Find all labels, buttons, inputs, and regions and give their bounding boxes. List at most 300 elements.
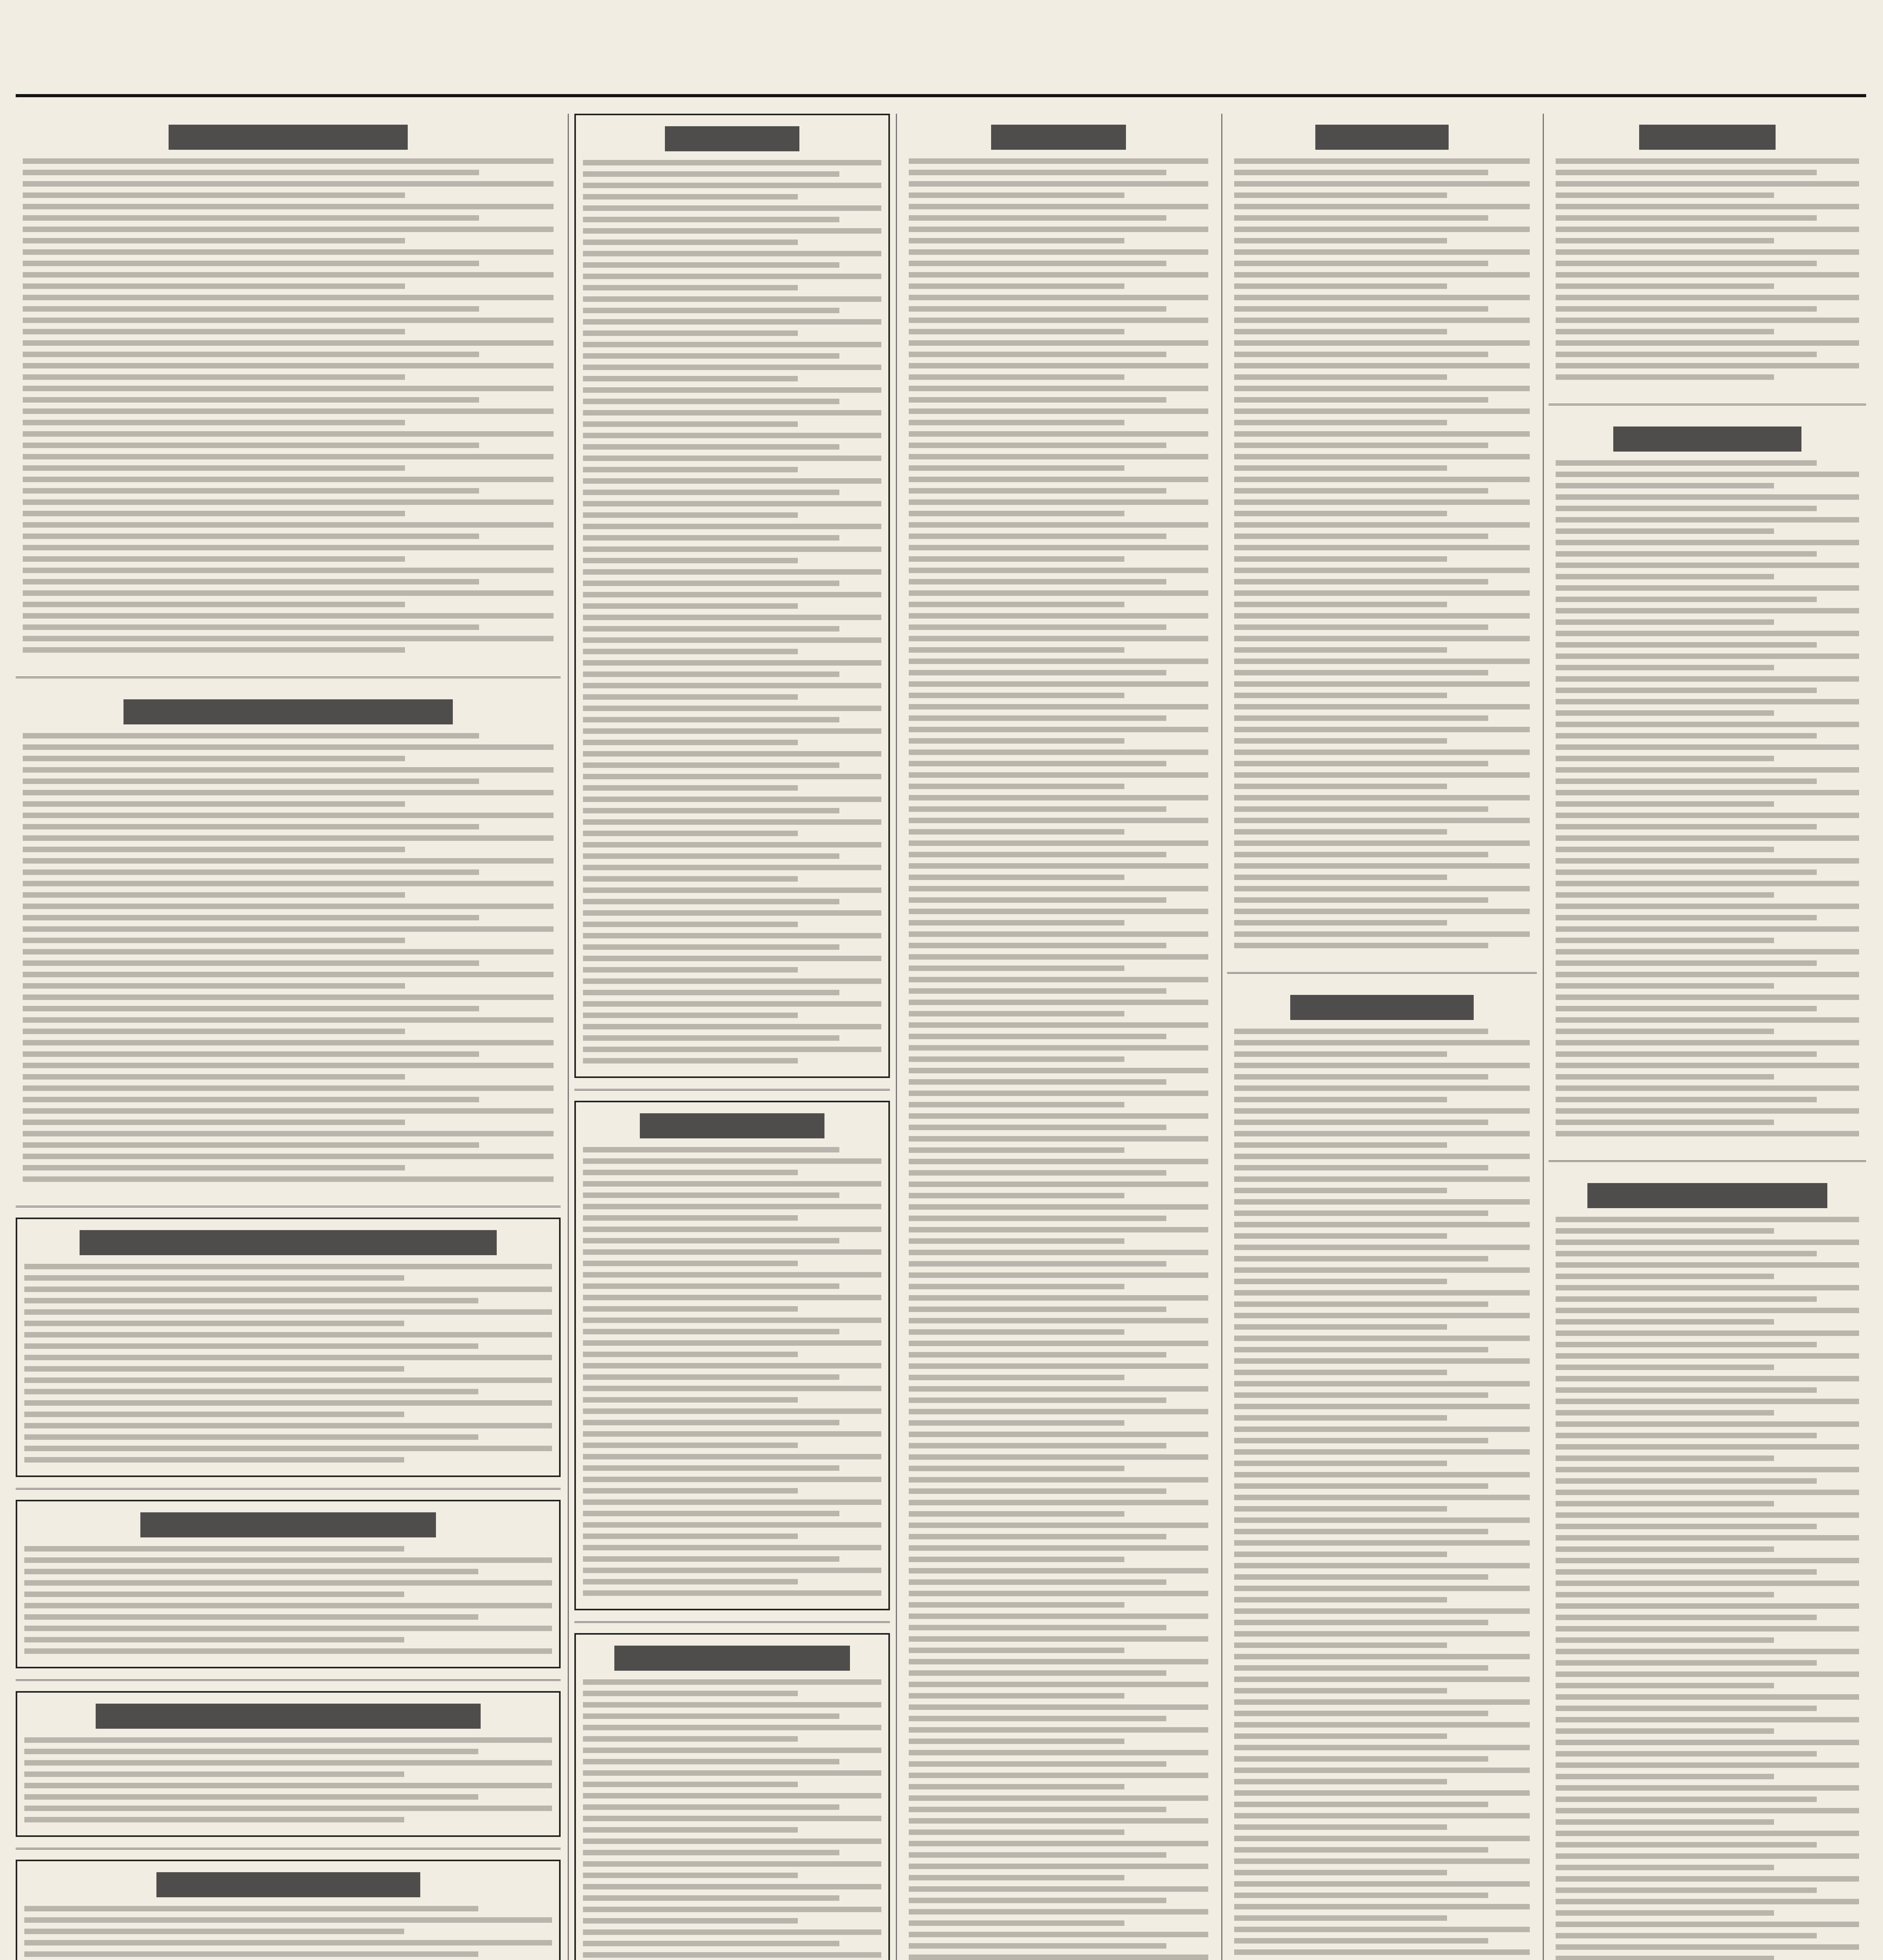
text-line-placeholder [1234,1165,1488,1171]
text-line-placeholder [1556,1603,1859,1609]
text-line-placeholder [24,1783,552,1788]
text-line-placeholder [1234,579,1488,584]
text-line-placeholder [909,454,1208,459]
text-line-placeholder [1234,204,1530,209]
text-line-placeholder [1556,904,1859,909]
text-line-placeholder [1234,1722,1530,1728]
text-line-placeholder [1556,653,1859,659]
text-line-placeholder [1234,772,1530,778]
column-rule [896,114,897,1960]
text-line-placeholder [1234,249,1530,255]
text-line-placeholder [583,626,839,632]
text-line-placeholder [1234,386,1530,391]
text-line-placeholder [1556,1762,1859,1768]
section-divider [1549,1160,1866,1162]
text-line-placeholder [1234,1677,1530,1682]
text-line-placeholder [23,801,405,807]
text-line-placeholder [909,1545,1208,1551]
text-line-placeholder [24,1817,404,1822]
heading-placeholder [665,126,799,151]
text-line-placeholder [583,1431,881,1437]
text-line-placeholder [1556,1592,1774,1597]
text-line-placeholder [909,1261,1166,1267]
text-line-placeholder [1556,1922,1859,1927]
text-line-placeholder [1234,1188,1447,1193]
text-line-placeholder [583,978,881,984]
text-line-placeholder [1556,1131,1859,1136]
text-line-placeholder [1556,1319,1774,1325]
text-line-placeholder [583,694,798,700]
text-line-placeholder [1234,1449,1530,1455]
text-line-placeholder [583,1283,839,1289]
advertisement-block [16,1218,561,1477]
text-line-placeholder [1556,1063,1859,1068]
text-line-placeholder [909,1091,1208,1096]
text-line-placeholder [583,1941,839,1946]
text-line-placeholder [1556,869,1817,875]
text-line-placeholder [1234,1040,1530,1045]
text-line-placeholder [24,1321,404,1326]
text-line-placeholder [583,1590,881,1596]
text-line-placeholder [23,744,554,750]
text-line-placeholder [23,227,554,232]
text-line-placeholder [583,1713,839,1719]
text-line-placeholder [1234,283,1447,289]
text-line-placeholder [909,1818,1208,1824]
text-line-placeholder [1234,1392,1488,1398]
text-line-placeholder [583,1759,839,1764]
text-line-placeholder [583,478,881,484]
text-line-placeholder [583,296,881,302]
text-line-placeholder [583,887,881,893]
text-line-placeholder [583,501,881,506]
text-line-placeholder [24,1614,478,1620]
text-line-placeholder [909,1477,1208,1483]
text-line-placeholder [583,751,881,757]
text-line-placeholder [1234,1120,1488,1125]
section-divider [16,1488,561,1490]
text-line-placeholder [909,863,1208,869]
text-line-placeholder [23,397,479,403]
text-line-placeholder [583,831,798,836]
text-line-placeholder [1234,761,1488,766]
text-line-placeholder [23,443,479,448]
text-line-placeholder [1234,1893,1488,1898]
text-line-placeholder [909,852,1166,857]
text-line-placeholder [909,420,1124,425]
text-line-placeholder [909,1534,1166,1539]
heading-placeholder [140,1512,436,1537]
text-line-placeholder [909,1670,1166,1676]
text-line-placeholder [909,1750,1208,1755]
text-line-placeholder [583,819,881,825]
text-line-placeholder [1556,574,1774,579]
text-line-placeholder [23,1142,479,1148]
text-line-placeholder [1556,1399,1859,1404]
text-line-placeholder [583,1895,839,1901]
text-line-placeholder [23,858,554,864]
text-line-placeholder [583,1047,881,1052]
text-line-placeholder [909,272,1208,278]
text-line-placeholder [1234,227,1530,232]
text-line-placeholder [583,1736,798,1742]
text-line-placeholder [583,365,881,370]
text-line-placeholder [583,1804,839,1810]
text-line-placeholder [909,363,1208,368]
text-line-placeholder [24,1794,478,1800]
text-line-placeholder [1234,943,1488,948]
text-line-placeholder [1234,238,1447,243]
text-line-placeholder [24,1760,552,1766]
text-line-placeholder [24,1298,478,1303]
text-line-placeholder [1234,1370,1447,1375]
text-line-placeholder [583,1001,881,1007]
text-line-placeholder [909,1932,1208,1937]
text-line-placeholder [1234,1574,1488,1580]
text-line-placeholder [1234,511,1447,516]
section-divider [1549,404,1866,405]
text-line-placeholder [909,1011,1124,1016]
text-line-placeholder [909,1898,1166,1903]
text-line-placeholder [1234,431,1530,437]
text-line-placeholder [1234,1552,1447,1557]
text-line-placeholder [1234,568,1530,573]
text-line-placeholder [583,1192,839,1198]
text-line-placeholder [23,1097,479,1102]
text-line-placeholder [909,1454,1208,1460]
text-line-placeholder [583,1873,798,1878]
text-line-placeholder [583,1386,881,1391]
text-line-placeholder [583,546,881,552]
text-line-placeholder [909,1443,1166,1448]
text-line-placeholder [909,1636,1208,1642]
text-line-placeholder [23,790,554,795]
text-line-placeholder [1234,818,1530,823]
text-line-placeholder [1234,318,1530,323]
text-line-placeholder [909,772,1208,778]
text-line-placeholder [1234,1029,1488,1034]
heading-placeholder [80,1230,496,1255]
text-line-placeholder [1234,181,1530,187]
text-line-placeholder [583,1249,881,1255]
text-line-placeholder [1556,1626,1859,1632]
text-line-placeholder [1234,659,1530,664]
text-line-placeholder [909,1181,1208,1187]
text-line-placeholder [909,1102,1124,1107]
text-line-placeholder [23,1154,554,1159]
text-line-placeholder [583,1884,881,1889]
text-line-placeholder [583,1408,881,1414]
text-line-placeholder [583,319,881,325]
section-divider [1227,972,1537,974]
text-line-placeholder [1556,722,1859,727]
text-line-placeholder [1556,824,1817,829]
text-line-placeholder [23,995,554,1000]
text-line-placeholder [23,1063,554,1068]
text-line-placeholder [583,512,798,518]
text-line-placeholder [1234,875,1447,880]
text-line-placeholder [1234,863,1530,869]
text-line-placeholder [1556,1637,1774,1643]
text-line-placeholder [1556,1501,1774,1506]
text-line-placeholder [909,818,1208,823]
text-line-placeholder [23,869,479,875]
text-line-placeholder [909,443,1166,448]
text-line-placeholder [1234,1233,1447,1239]
text-line-placeholder [1234,909,1530,914]
text-line-placeholder [1234,408,1530,414]
column-4 [1227,114,1537,1960]
text-line-placeholder [909,1875,1124,1880]
text-line-placeholder [1556,1887,1817,1893]
text-line-placeholder [1234,1324,1447,1330]
text-line-placeholder [909,750,1208,755]
text-line-placeholder [1234,1108,1530,1114]
text-line-placeholder [1556,1671,1859,1677]
text-line-placeholder [1556,506,1817,511]
text-line-placeholder [1234,1586,1530,1591]
text-line-placeholder [1234,1097,1447,1102]
text-line-placeholder [1556,790,1859,795]
text-line-placeholder [1556,1558,1859,1563]
text-line-placeholder [1556,1376,1859,1381]
text-line-placeholder [909,1193,1124,1198]
text-line-placeholder [1234,1313,1530,1318]
text-line-placeholder [23,249,554,255]
text-line-placeholder [1556,938,1774,943]
text-line-placeholder [909,1068,1208,1073]
text-line-placeholder [1234,693,1447,698]
text-line-placeholder [23,329,405,334]
text-line-placeholder [909,1682,1208,1687]
text-line-placeholder [909,1432,1208,1437]
text-line-placeholder [583,251,881,256]
text-line-placeholder [583,1793,881,1798]
heading-placeholder [991,125,1126,150]
text-line-placeholder [583,1488,798,1494]
text-line-placeholder [1234,329,1447,334]
text-line-placeholder [909,1943,1166,1949]
text-line-placeholder [1556,949,1859,955]
text-line-placeholder [583,1770,881,1776]
text-line-placeholder [909,1045,1208,1051]
text-line-placeholder [583,1397,798,1403]
text-line-placeholder [24,1806,552,1811]
text-line-placeholder [909,1568,1208,1573]
text-line-placeholder [1556,1006,1817,1011]
text-line-placeholder [909,1363,1208,1369]
text-line-placeholder [1556,374,1774,380]
text-line-placeholder [583,1465,839,1471]
text-line-placeholder [909,1170,1166,1176]
text-line-placeholder [1234,1199,1530,1205]
text-line-placeholder [23,306,479,312]
text-line-placeholder [23,647,405,653]
text-line-placeholder [1234,1336,1530,1341]
text-line-placeholder [1234,1279,1447,1284]
text-line-placeholder [909,1920,1124,1926]
text-line-placeholder [1556,801,1774,807]
text-line-placeholder [1556,847,1774,852]
text-line-placeholder [1234,590,1530,596]
text-line-placeholder [1556,1017,1859,1023]
text-line-placeholder [24,1366,404,1372]
text-line-placeholder [1556,460,1817,466]
masthead-rule [16,94,1866,97]
article-block [1549,416,1866,1149]
text-line-placeholder [1234,1063,1530,1068]
section-divider [16,1206,561,1207]
text-line-placeholder [909,1295,1208,1301]
text-line-placeholder [24,1546,404,1552]
text-line-placeholder [909,681,1208,687]
text-line-placeholder [1234,1904,1530,1909]
text-line-placeholder [909,897,1166,903]
section-divider [16,1679,561,1681]
text-line-placeholder [23,488,479,494]
text-line-placeholder [1234,1210,1488,1216]
text-line-placeholder [1234,1529,1488,1534]
text-line-placeholder [23,881,554,886]
text-line-placeholder [909,283,1124,289]
text-line-placeholder [1556,261,1817,266]
text-line-placeholder [583,376,798,381]
text-line-placeholder [909,568,1208,573]
text-line-placeholder [1234,715,1488,721]
text-line-placeholder [23,158,554,164]
text-line-placeholder [583,1454,881,1459]
text-line-placeholder [583,1691,798,1696]
text-line-placeholder [1556,972,1859,977]
text-line-placeholder [1556,1740,1859,1745]
text-line-placeholder [1234,261,1488,266]
section-divider [16,677,561,678]
text-line-placeholder [909,636,1208,641]
heading-placeholder [123,699,452,724]
text-line-placeholder [1556,665,1774,670]
text-line-placeholder [909,1602,1124,1608]
text-line-placeholder [583,1534,798,1539]
text-line-placeholder [583,1918,798,1924]
text-line-placeholder [1234,806,1488,812]
text-line-placeholder [1234,1404,1530,1409]
text-line-placeholder [1556,688,1817,693]
text-line-placeholder [24,1580,552,1586]
text-line-placeholder [1234,306,1488,312]
text-line-placeholder [1556,352,1817,357]
text-line-placeholder [1234,1870,1447,1875]
text-line-placeholder [909,352,1166,357]
text-line-placeholder [583,387,881,393]
text-line-placeholder [23,949,554,955]
advertisement-block [574,114,890,1078]
text-line-placeholder [1234,647,1447,653]
text-line-placeholder [23,624,479,630]
text-line-placeholder [1234,1665,1488,1671]
text-line-placeholder [23,283,405,289]
text-line-placeholder [583,410,881,416]
text-line-placeholder [1234,295,1530,300]
text-line-placeholder [1556,1899,1859,1904]
text-line-placeholder [909,1113,1208,1119]
text-line-placeholder [583,1306,798,1312]
text-line-placeholder [909,613,1208,619]
text-line-placeholder [1556,1262,1859,1268]
text-line-placeholder [583,1340,881,1346]
text-line-placeholder [1556,1853,1859,1859]
text-line-placeholder [24,1400,552,1406]
text-line-placeholder [1234,1472,1530,1477]
text-line-placeholder [1234,534,1488,539]
text-line-placeholder [1556,1251,1817,1256]
text-line-placeholder [24,1343,478,1349]
text-line-placeholder [1556,329,1774,334]
text-line-placeholder [1556,1051,1817,1057]
text-line-placeholder [909,374,1124,380]
text-line-placeholder [583,762,839,768]
text-line-placeholder [24,1275,404,1281]
text-line-placeholder [23,1074,405,1080]
text-line-placeholder [1234,465,1447,471]
column-3 [902,114,1215,1960]
text-line-placeholder [909,1409,1208,1414]
text-line-placeholder [909,204,1208,209]
text-line-placeholder [909,1739,1124,1744]
text-line-placeholder [1234,522,1530,528]
text-line-placeholder [23,1108,554,1114]
article-block [1549,1172,1866,1960]
text-line-placeholder [23,170,479,175]
text-line-placeholder [1556,551,1817,557]
text-line-placeholder [583,262,839,268]
text-line-placeholder [909,590,1208,596]
text-line-placeholder [1234,1779,1447,1784]
text-line-placeholder [1556,1108,1859,1114]
text-line-placeholder [909,1227,1208,1232]
text-line-placeholder [583,217,839,222]
text-line-placeholder [24,1287,552,1292]
text-line-placeholder [23,1131,554,1136]
text-line-placeholder [909,556,1124,562]
text-line-placeholder [1556,642,1817,648]
text-line-placeholder [23,545,554,550]
text-line-placeholder [1556,1910,1774,1916]
text-line-placeholder [1556,1308,1859,1313]
text-line-placeholder [583,774,881,779]
text-line-placeholder [1556,1512,1859,1518]
article-block [902,114,1215,1960]
text-line-placeholder [23,1176,554,1182]
text-line-placeholder [1234,1688,1447,1693]
text-line-placeholder [909,693,1124,698]
text-line-placeholder [1556,1342,1817,1347]
text-line-placeholder [909,1022,1208,1028]
text-line-placeholder [583,1318,881,1323]
text-line-placeholder [23,431,554,437]
text-line-placeholder [1556,1831,1859,1836]
text-line-placeholder [1556,1581,1859,1586]
text-line-placeholder [909,988,1166,994]
text-line-placeholder [1556,1467,1859,1472]
text-line-placeholder [1556,1444,1859,1450]
text-line-placeholder [909,1693,1124,1699]
text-line-placeholder [1234,545,1530,550]
text-line-placeholder [1556,926,1859,932]
text-line-placeholder [24,1332,552,1338]
text-line-placeholder [1556,1842,1817,1847]
text-line-placeholder [909,1000,1208,1005]
text-line-placeholder [24,1457,404,1463]
